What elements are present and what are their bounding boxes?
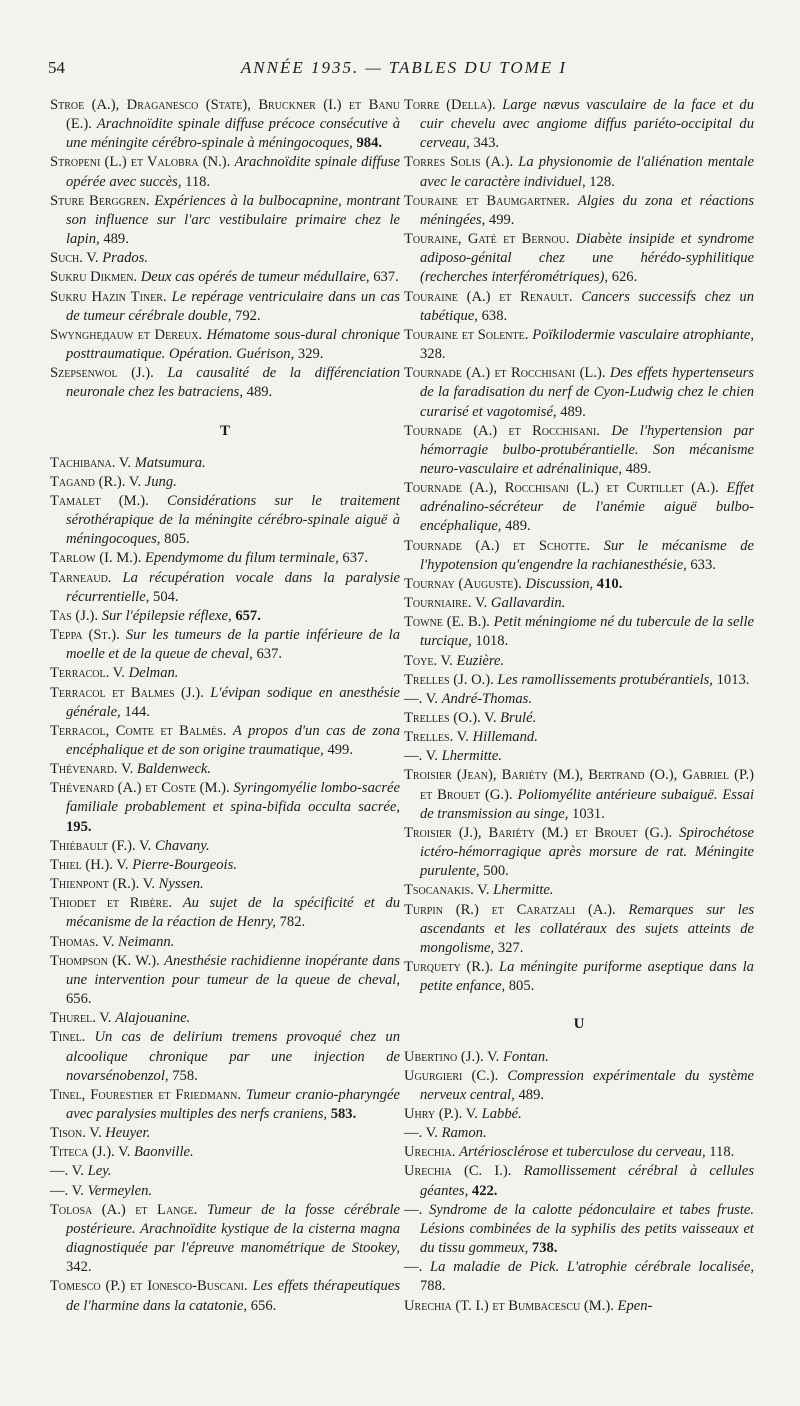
index-entry bbox=[50, 837, 400, 856]
index-entry bbox=[404, 766, 754, 823]
entry-page: 657. bbox=[235, 607, 261, 624]
entry-title: Ramollissement cérébral à cellules géantes, bbox=[420, 1163, 754, 1199]
entry-title: Nyssen. bbox=[158, 876, 204, 893]
entry-author: Turquety (R.). bbox=[404, 959, 494, 976]
index-entry bbox=[50, 364, 400, 402]
entry-page: 499. bbox=[327, 742, 353, 758]
index-entry bbox=[404, 153, 754, 191]
entry-author: Terracol et Balmes (J.). bbox=[50, 684, 204, 701]
index-entry bbox=[404, 652, 754, 671]
entry-title: Euzière. bbox=[456, 652, 505, 669]
entry-page: 1013. bbox=[716, 671, 750, 688]
index-entry bbox=[404, 288, 754, 326]
entry-author: Tagand (R.). V. bbox=[50, 473, 142, 490]
entry-title: Artériosclérose et tuberculose du cerveau, bbox=[459, 1144, 706, 1161]
entry-author: —. V. bbox=[404, 690, 438, 707]
entry-author: Tolosa (A.) et Lange. bbox=[50, 1201, 198, 1218]
entry-title: Heuyer. bbox=[105, 1125, 151, 1142]
index-entry bbox=[50, 1086, 400, 1124]
entry-author: Touraine et Baumgartner. bbox=[404, 192, 570, 209]
index-entry bbox=[404, 881, 754, 900]
index-entry bbox=[404, 1258, 754, 1296]
page-header bbox=[48, 58, 760, 82]
entries-s bbox=[50, 96, 400, 403]
index-entry bbox=[50, 268, 400, 287]
entry-author: Thompson (K. W.). bbox=[50, 952, 160, 969]
entry-title: Gallavardin. bbox=[490, 595, 566, 612]
entry-title: Hillemand. bbox=[472, 729, 538, 746]
index-entry bbox=[50, 933, 400, 952]
index-entry bbox=[404, 824, 754, 881]
index-entry bbox=[404, 479, 754, 536]
entry-author: Thurel. V. bbox=[50, 1010, 112, 1027]
entry-author: —. V. bbox=[50, 1182, 84, 1199]
entry-page: 1031. bbox=[572, 805, 605, 822]
entry-author: Toye. V. bbox=[404, 652, 453, 669]
entry-author: —. bbox=[404, 1259, 423, 1276]
index-entry bbox=[50, 952, 400, 1009]
page-number: 54 bbox=[48, 58, 65, 77]
index-entry bbox=[50, 492, 400, 549]
entry-author: Thiel (H.). V. bbox=[50, 856, 129, 873]
entry-title: De l'hypertension par hémorragie bulbo-protubérantielle. Son mécanisme neuro-vasculaire et adrénalinique, bbox=[420, 422, 755, 477]
entry-title: Compression expérimentale du système nerveux central, bbox=[420, 1067, 755, 1103]
index-entry bbox=[50, 249, 400, 268]
index-entry bbox=[50, 856, 400, 875]
entry-title: Chavany. bbox=[154, 837, 210, 854]
entry-title: Poliomyélite antérieure subaiguë. Essai de transmission au singe, bbox=[420, 786, 754, 822]
entry-author: Tomesco (P.) et Ionesco-Buscani. bbox=[50, 1278, 248, 1295]
entry-title: Cancers successifs chez un tabétique, bbox=[420, 288, 755, 324]
entry-page: 499. bbox=[488, 211, 515, 228]
entry-author: Tsocanakis. V. bbox=[404, 882, 490, 899]
index-entry bbox=[50, 760, 400, 779]
entry-title: Pierre-Bourgeois. bbox=[132, 856, 237, 873]
index-entry bbox=[404, 1105, 754, 1124]
entry-title: Lhermitte. bbox=[441, 748, 502, 765]
entry-title: Syndrome de la calotte pédonculaire et tabes fruste. Lésions combinées de la syphilis des petits vaisseaux et du tissu gommeux, bbox=[420, 1201, 754, 1257]
entry-title: Large nævus vasculaire de la face et du cuir chevelu avec angiome diffus pariéto-occipital du cerveau, bbox=[420, 97, 755, 152]
entry-title: Hématome sous-dural chronique posttraumatique. Opération. Guérison, bbox=[66, 326, 400, 363]
entry-author: Uhry (P.). V. bbox=[404, 1105, 478, 1122]
index-entry bbox=[404, 958, 754, 996]
entry-page: 128. bbox=[589, 173, 615, 190]
entry-author: Tinel. bbox=[50, 1029, 86, 1046]
entry-author: Urechia. bbox=[404, 1144, 456, 1161]
entry-title: Le repérage ventriculaire dans un cas de tumeur cérébrale double, bbox=[66, 288, 400, 324]
entry-page: 656. bbox=[250, 1297, 277, 1314]
entry-title: Tumeur cranio-pharyngée avec paralysies multiples des nerfs craniens, bbox=[66, 1086, 400, 1122]
entry-title: Poïkilodermie vasculaire atrophiante, bbox=[532, 326, 754, 343]
entry-page: 489. bbox=[103, 231, 129, 248]
entry-page: 118. bbox=[185, 173, 211, 190]
entry-title: André-Thomas. bbox=[441, 690, 532, 707]
entry-page: 489. bbox=[505, 518, 531, 535]
entry-author: Teppa (St.). bbox=[50, 627, 120, 644]
entry-author: Stroe (A.), Draganesco (State), Bruckner (I.) et Banu (E.). bbox=[50, 97, 400, 133]
entry-page: 329. bbox=[297, 346, 324, 363]
entry-title: Les effets thérapeutiques de l'harmine dans la catatonie, bbox=[66, 1278, 400, 1314]
entry-author: Tournay (Auguste). bbox=[404, 575, 522, 592]
entry-page: 984. bbox=[356, 135, 383, 152]
letter-heading-u: U bbox=[573, 1016, 585, 1033]
entry-title: La causalité de la différenciation neuronale chez les batraciens, bbox=[66, 365, 401, 401]
entry-title: Lhermitte. bbox=[493, 882, 554, 899]
entry-author: Szepsenwol (J.). bbox=[50, 365, 154, 382]
index-entry bbox=[404, 671, 754, 690]
entry-page: 410. bbox=[596, 575, 623, 592]
index-entry bbox=[404, 537, 754, 575]
entry-title: Deux cas opérés de tumeur médullaire, bbox=[140, 269, 370, 286]
entry-author: Trelles. V. bbox=[404, 729, 469, 746]
index-entry bbox=[50, 722, 400, 760]
entry-author: Such. V. bbox=[50, 250, 99, 267]
entry-author: Sture Berggren. bbox=[50, 192, 150, 209]
entry-title: Prados. bbox=[102, 250, 149, 267]
entry-page: 637. bbox=[373, 269, 399, 286]
entry-title: Sur le mécanisme de l'hypotension qu'engendre la rachianesthésie, bbox=[420, 537, 754, 573]
entry-author: Turpin (R.) et Caratzali (A.). bbox=[404, 901, 616, 918]
index-entry bbox=[404, 1143, 754, 1162]
entry-author: Tourniaire. V. bbox=[404, 595, 488, 612]
left-column bbox=[50, 96, 400, 1316]
index-entry bbox=[404, 96, 754, 153]
entry-title: L'évipan sodique en anesthésie générale, bbox=[66, 684, 400, 720]
index-entry bbox=[50, 684, 400, 722]
entry-title: Effet adrénalino-sécréteur de l'anémie aiguë bulbo-encéphalique, bbox=[420, 480, 754, 535]
index-entry bbox=[50, 1201, 400, 1278]
entry-page: 327. bbox=[497, 939, 524, 956]
entry-author: Torre (Della). bbox=[404, 97, 496, 113]
entry-author: Troisier (J.), Bariéty (M.) et Brouet (G.). bbox=[404, 824, 673, 841]
entry-author: Tournade (A.) et Rocchisani. bbox=[404, 422, 600, 439]
entry-title: A propos d'un cas de zona encéphalique et de son origine traumatique, bbox=[66, 722, 400, 758]
entry-page: 422. bbox=[471, 1182, 498, 1199]
index-entry bbox=[50, 1182, 400, 1201]
index-entry bbox=[404, 1124, 754, 1143]
entry-author: Tas (J.). bbox=[50, 607, 99, 624]
entry-page: 638. bbox=[481, 307, 508, 324]
entry-title: Arachnoïdite spinale diffuse précoce consécutive à une méningite cérébro-spinale à méningocoques, bbox=[66, 116, 400, 152]
entries-u bbox=[404, 1048, 754, 1316]
entry-page: 343. bbox=[473, 135, 500, 152]
entry-author: Urechia (C. I.). bbox=[404, 1163, 512, 1180]
entry-title: Spirochétose ictéro-hémorragique après morsure de rat. Méningite purulente, bbox=[420, 824, 754, 880]
entry-author: Thévenard (A.) et Coste (M.). bbox=[50, 780, 230, 797]
entry-author: Touraine, Gaté et Bernou. bbox=[404, 231, 570, 248]
entry-title: Matsumura. bbox=[134, 454, 206, 471]
entry-author: Torres Solis (A.). bbox=[404, 154, 514, 171]
entry-author: Thévenard. V. bbox=[50, 761, 134, 778]
entry-title: Anesthésie rachidienne inopérante dans une intervention pour tumeur de la queue de cheval, bbox=[66, 952, 400, 988]
entry-title: Un cas de delirium tremens provoqué chez un alcoolique chronique par une injection de novarsénobenzol, bbox=[66, 1029, 400, 1084]
index-entry bbox=[50, 1009, 400, 1028]
entry-author: Thienpont (R.). V. bbox=[50, 876, 155, 893]
entry-page: 489. bbox=[560, 403, 586, 420]
entry-page: 500. bbox=[483, 863, 509, 880]
entry-title: Tumeur de la fosse cérébrale postérieure. Arachnoïdite kystique de la cisterna magna diagnostiquée par l'épreuve manométrique de Stookey, bbox=[66, 1201, 400, 1257]
entry-author: Trelles (O.). V. bbox=[404, 710, 497, 726]
index-entry bbox=[50, 549, 400, 568]
entry-title: Remarques sur les ascendants et les collatéraux des sujets atteints de mongolisme, bbox=[420, 901, 755, 956]
entry-author: Tournade (A.), Rocchisani (L.) et Curtillet (A.). bbox=[404, 480, 719, 497]
entry-author: Tinel, Fourestier et Friedmann. bbox=[50, 1086, 242, 1103]
entry-author: Tarneaud. bbox=[50, 569, 112, 586]
entry-title: Vermeylen. bbox=[87, 1182, 153, 1199]
entry-author: Terracol, Comte et Balmès. bbox=[50, 722, 227, 739]
entry-page: 805. bbox=[164, 531, 190, 548]
index-entry bbox=[50, 664, 400, 683]
entry-author: Touraine et Solente. bbox=[404, 326, 529, 343]
index-entry bbox=[404, 594, 754, 613]
index-entry bbox=[50, 1028, 400, 1085]
entry-title: Petit méningiome né du tubercule de la selle turcique, bbox=[420, 614, 755, 650]
index-entry bbox=[50, 326, 400, 364]
index-entry bbox=[50, 96, 400, 153]
entry-title: Ependymome du filum terminale, bbox=[145, 550, 339, 567]
index-entry bbox=[404, 575, 754, 594]
entries-t-right bbox=[404, 96, 754, 996]
index-entry bbox=[404, 901, 754, 958]
entry-author: Sukru Hazin Tiner. bbox=[50, 288, 167, 305]
entry-page: 489. bbox=[625, 460, 652, 477]
entry-title: Expériences à la bulbocapnine, montrant son influence sur l'arc vestibulaire primaire chez le lapin, bbox=[66, 192, 400, 248]
index-entry bbox=[404, 1067, 754, 1105]
index-entry bbox=[404, 192, 754, 230]
entry-author: Ugurgieri (C.). bbox=[404, 1067, 499, 1084]
entry-title: Syringomyélie lombo-sacrée familiale probablement et spina-bifida occulta sacrée, bbox=[66, 780, 400, 816]
entry-page: 788. bbox=[420, 1278, 446, 1295]
index-entry bbox=[50, 1162, 400, 1181]
entry-author: —. V. bbox=[50, 1163, 84, 1180]
entry-title: Les ramollissements protubérantiels, bbox=[497, 671, 713, 688]
entry-title: La méningite puriforme aseptique dans la petite enfance, bbox=[420, 959, 754, 995]
entry-title: Ramon. bbox=[441, 1125, 487, 1142]
entry-author: Trelles (J. O.). bbox=[404, 671, 494, 688]
entry-author: Touraine (A.) et Renault. bbox=[404, 288, 573, 305]
entry-title: Discussion, bbox=[525, 575, 594, 592]
entry-page: 637. bbox=[256, 646, 283, 663]
entry-author: —. V. bbox=[404, 1125, 438, 1142]
entry-author: Thomas. V. bbox=[50, 933, 115, 950]
index-entry bbox=[404, 326, 754, 364]
index-entry bbox=[50, 473, 400, 492]
entry-author: Towne (E. B.). bbox=[404, 614, 490, 631]
index-entry bbox=[50, 875, 400, 894]
entry-author: Ubertino (J.). V. bbox=[404, 1048, 500, 1065]
entry-title: Des effets hypertenseurs de la faradisation du nerf de Cyon-Ludwig chez le chien curarisé et vagotomisé, bbox=[420, 365, 754, 420]
entry-author: Thiodet et Ribère. bbox=[50, 895, 172, 912]
entry-author: Terracol. V. bbox=[50, 665, 125, 682]
entry-title: Neimann. bbox=[118, 933, 175, 950]
running-title: ANNÉE 1935. — TABLES DU TOME I bbox=[240, 58, 568, 77]
entry-page: 1018. bbox=[475, 633, 509, 650]
entry-page: 792. bbox=[235, 307, 261, 324]
index-entry bbox=[404, 728, 754, 747]
entry-author: Tournade (A.) et Rocchisani (L.). bbox=[404, 365, 606, 382]
entry-author: Tarlow (I. M.). bbox=[50, 550, 142, 567]
index-entry bbox=[50, 288, 400, 326]
entry-title: Jung. bbox=[144, 473, 177, 490]
entry-page: 626. bbox=[611, 269, 638, 286]
entry-author: Sukru Dikmen. bbox=[50, 269, 138, 286]
entry-title: Brulé. bbox=[500, 710, 537, 726]
entry-page: 805. bbox=[508, 978, 535, 995]
entry-author: —. bbox=[404, 1201, 423, 1218]
entry-title: Algies du zona et réactions méningées, bbox=[420, 192, 754, 228]
entry-title: Sur les tumeurs de la partie inférieure de la moelle et de la queue de cheval, bbox=[66, 627, 400, 663]
index-entry bbox=[50, 1124, 400, 1143]
entry-title: Au sujet de la spécificité et du mécanisme de la réaction de Henry, bbox=[66, 895, 400, 931]
index-entry bbox=[404, 1162, 754, 1200]
entry-title: Arachnoïdite spinale diffuse opérée avec succès, bbox=[66, 154, 400, 190]
index-entry bbox=[404, 1048, 754, 1067]
index-entry bbox=[50, 607, 400, 626]
index-entry bbox=[404, 364, 754, 421]
index-entry bbox=[404, 613, 754, 651]
entry-title: Fontan. bbox=[502, 1048, 549, 1065]
entry-title: Diabète insipide et syndrome adiposo-génital chez une hérédo-syphilitique (recherches interférométriques), bbox=[420, 231, 754, 286]
index-entry bbox=[404, 1297, 754, 1316]
right-column bbox=[404, 96, 754, 1316]
index-entry bbox=[404, 422, 754, 479]
index-entry bbox=[50, 153, 400, 191]
entry-page: 328. bbox=[420, 346, 446, 363]
entry-title: La maladie de Pick. L'atrophie cérébrale localisée, bbox=[430, 1259, 754, 1276]
entry-author: Urechia (T. I.) et Bumbacescu (M.). bbox=[404, 1297, 614, 1314]
entry-title: Ley. bbox=[87, 1163, 112, 1180]
entry-title: Delman. bbox=[128, 665, 179, 682]
index-entry bbox=[50, 626, 400, 664]
entry-title: Sur l'épilepsie réflexe, bbox=[101, 607, 232, 624]
entry-author: Tison. V. bbox=[50, 1125, 102, 1142]
index-entry bbox=[50, 894, 400, 932]
index-entry bbox=[404, 690, 754, 709]
entry-title: Labbé. bbox=[481, 1105, 522, 1122]
entry-title: Baonville. bbox=[134, 1144, 194, 1161]
index-entry bbox=[50, 569, 400, 607]
entry-title: Epen- bbox=[617, 1297, 653, 1314]
entry-page: 504. bbox=[153, 588, 179, 605]
index-entry bbox=[404, 1201, 754, 1258]
entry-page: 738. bbox=[531, 1240, 558, 1257]
entry-page: 489. bbox=[246, 384, 273, 401]
index-entry bbox=[404, 230, 754, 287]
entry-author: Thiébault (F.). V. bbox=[50, 837, 152, 854]
entry-author: Tournade (A.) et Schotte. bbox=[404, 537, 591, 554]
entry-author: Tachibana. V. bbox=[50, 454, 132, 471]
entry-author: Troisier (Jean), Bariéty (M.), Bertrand (O.), Gabriel (P.) et Brouet (G.). bbox=[404, 767, 754, 803]
entry-title: Considérations sur le traitement sérothérapique de la méningite cérébro-spinale aiguë à méningocoques, bbox=[66, 492, 400, 548]
entry-title: La physionomie de l'aliénation mentale avec le caractère individuel, bbox=[420, 154, 754, 190]
entry-page: 342. bbox=[66, 1259, 92, 1276]
entry-page: 118. bbox=[709, 1144, 735, 1161]
entry-page: 633. bbox=[690, 556, 716, 573]
letter-heading-t: T bbox=[219, 422, 230, 439]
entry-page: 656. bbox=[66, 991, 92, 1008]
entry-page: 195. bbox=[66, 818, 92, 835]
entry-page: 782. bbox=[279, 914, 306, 931]
entry-page: 583. bbox=[330, 1105, 357, 1122]
entry-page: 637. bbox=[342, 550, 368, 567]
entry-author: —. V. bbox=[404, 748, 438, 765]
index-entry bbox=[404, 709, 754, 728]
entry-title: Alajouanine. bbox=[115, 1010, 191, 1027]
entry-author: Tamalet (M.). bbox=[50, 492, 149, 509]
entry-title: La récupération vocale dans la paralysie récurrentielle, bbox=[66, 569, 400, 605]
entry-page: 758. bbox=[172, 1067, 198, 1084]
index-entry bbox=[50, 1277, 400, 1315]
entry-title: Baldenweck. bbox=[136, 761, 212, 778]
index-entry bbox=[50, 779, 400, 836]
entries-t-left bbox=[50, 454, 400, 1316]
index-entry bbox=[50, 454, 400, 473]
entry-page: 144. bbox=[124, 703, 150, 720]
entry-author: Titeca (J.). V. bbox=[50, 1144, 131, 1161]
entry-author: Swyngheдauw et Dereux. bbox=[50, 326, 203, 343]
entry-author: Stropeni (L.) et Valobra (N.). bbox=[50, 154, 231, 171]
index-entry bbox=[50, 1143, 400, 1162]
index-entry bbox=[50, 192, 400, 249]
index-entry bbox=[404, 747, 754, 766]
entry-page: 489. bbox=[518, 1086, 545, 1103]
